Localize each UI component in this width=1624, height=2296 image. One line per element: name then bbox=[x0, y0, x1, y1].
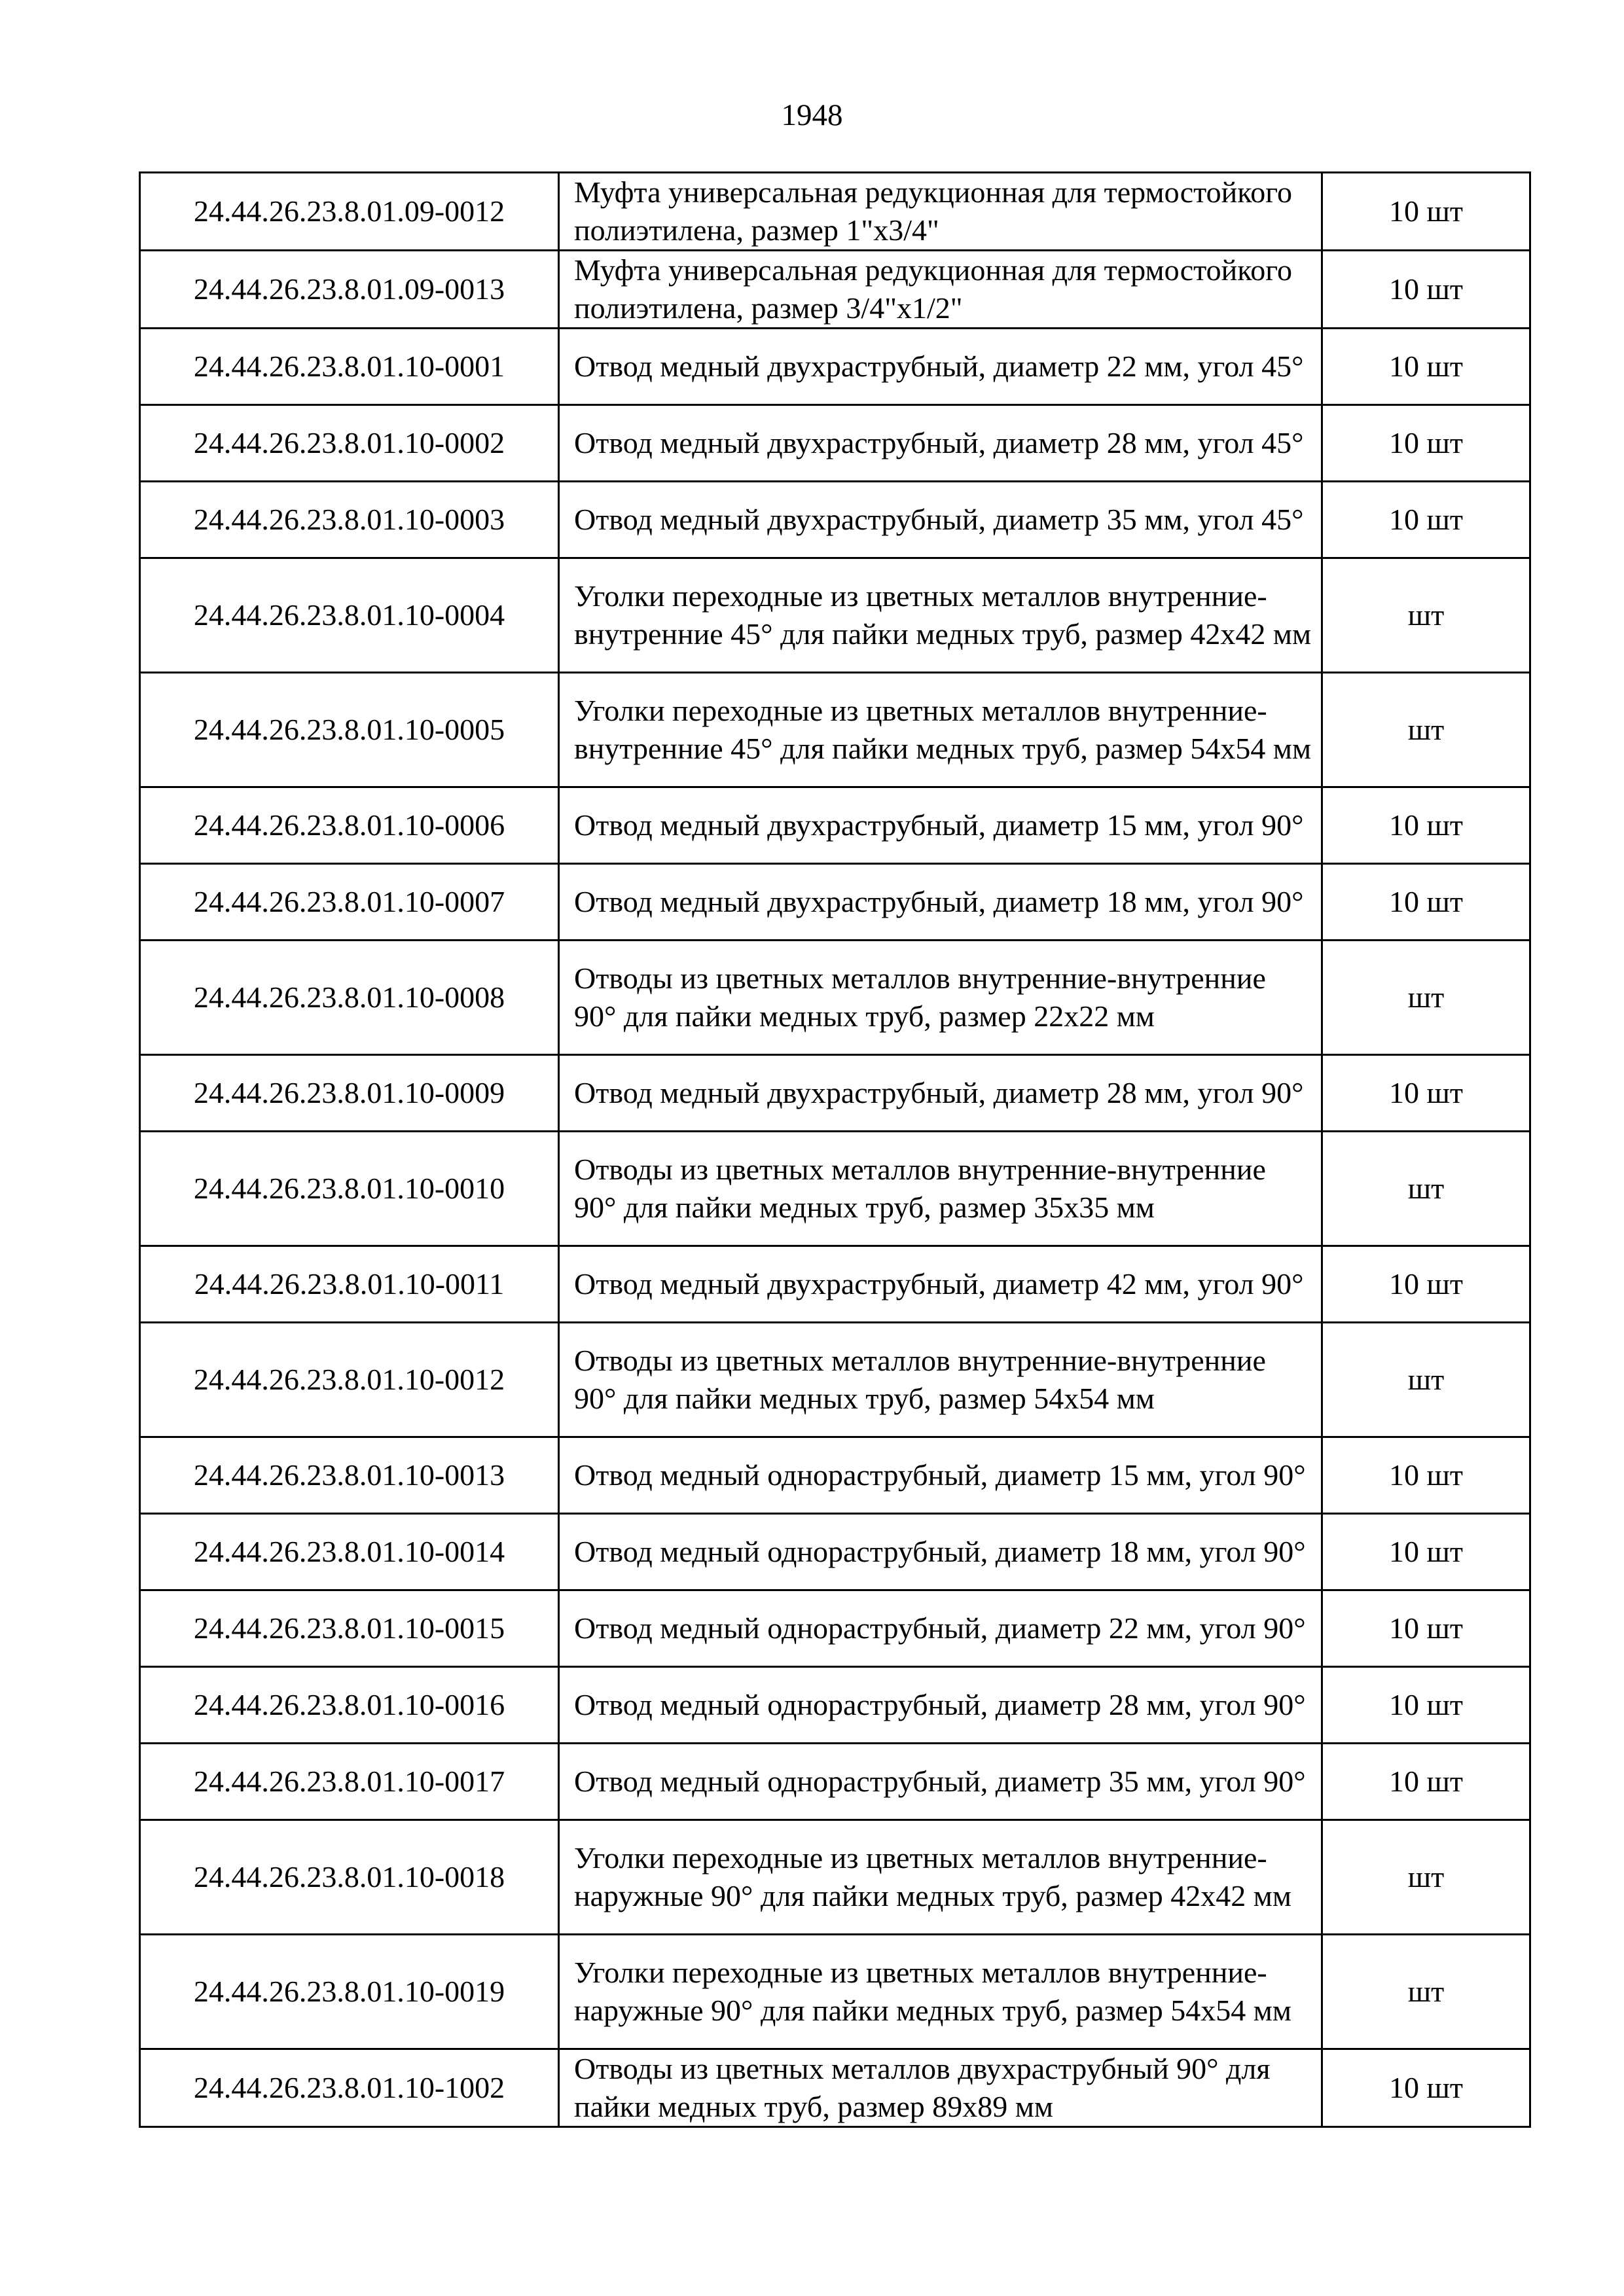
resource-code: 24.44.26.23.8.01.10-0006 bbox=[140, 787, 559, 864]
resource-unit: шт bbox=[1322, 673, 1530, 787]
resource-code: 24.44.26.23.8.01.09-0013 bbox=[140, 251, 559, 329]
resource-code: 24.44.26.23.8.01.10-0002 bbox=[140, 405, 559, 482]
resource-name: Отвод медный двухраструбный, диаметр 28 мм, угол 45° bbox=[559, 405, 1322, 482]
resource-name: Отвод медный двухраструбный, диаметр 15 мм, угол 90° bbox=[559, 787, 1322, 864]
resource-code: 24.44.26.23.8.01.10-1002 bbox=[140, 2049, 559, 2127]
resource-code: 24.44.26.23.8.01.10-0014 bbox=[140, 1514, 559, 1590]
table-row bbox=[140, 1514, 1530, 1590]
resource-name: Отвод медный однораструбный, диаметр 28 мм, угол 90° bbox=[559, 1667, 1322, 1744]
table-row bbox=[140, 405, 1530, 482]
resource-name: Уголки переходные из цветных металлов внутренние-внутренние 45° для пайки медных труб, размер 42х42 мм bbox=[559, 558, 1322, 673]
table-row bbox=[140, 329, 1530, 405]
resource-name: Уголки переходные из цветных металлов внутренние-наружные 90° для пайки медных труб, размер 54х54 мм bbox=[559, 1935, 1322, 2049]
table-row bbox=[140, 673, 1530, 787]
resource-unit: 10 шт bbox=[1322, 1055, 1530, 1132]
resource-unit: 10 шт bbox=[1322, 1437, 1530, 1514]
table-row bbox=[140, 1437, 1530, 1514]
resource-unit: 10 шт bbox=[1322, 329, 1530, 405]
resource-unit: шт bbox=[1322, 1820, 1530, 1935]
resource-name: Отводы из цветных металлов внутренние-внутренние 90° для пайки медных труб, размер 54х54 мм bbox=[559, 1323, 1322, 1437]
resource-unit: шт bbox=[1322, 1323, 1530, 1437]
resource-code: 24.44.26.23.8.01.10-0010 bbox=[140, 1132, 559, 1246]
resource-unit: 10 шт bbox=[1322, 251, 1530, 329]
table-row bbox=[140, 482, 1530, 558]
resource-unit: 10 шт bbox=[1322, 2049, 1530, 2127]
resource-name: Отвод медный однораструбный, диаметр 18 мм, угол 90° bbox=[559, 1514, 1322, 1590]
resource-name: Уголки переходные из цветных металлов внутренние-внутренние 45° для пайки медных труб, размер 54х54 мм bbox=[559, 673, 1322, 787]
resource-name: Отвод медный двухраструбный, диаметр 42 мм, угол 90° bbox=[559, 1246, 1322, 1323]
resource-code: 24.44.26.23.8.01.10-0019 bbox=[140, 1935, 559, 2049]
resource-name: Отвод медный двухраструбный, диаметр 22 мм, угол 45° bbox=[559, 329, 1322, 405]
resource-code: 24.44.26.23.8.01.10-0007 bbox=[140, 864, 559, 941]
table-row bbox=[140, 1667, 1530, 1744]
resource-unit: шт bbox=[1322, 941, 1530, 1055]
resource-name: Отводы из цветных металлов двухраструбный 90° для пайки медных труб, размер 89х89 мм bbox=[559, 2049, 1322, 2127]
resource-code: 24.44.26.23.8.01.10-0011 bbox=[140, 1246, 559, 1323]
resource-unit: 10 шт bbox=[1322, 173, 1530, 251]
resource-code: 24.44.26.23.8.01.10-0018 bbox=[140, 1820, 559, 1935]
resource-name: Отвод медный однораструбный, диаметр 22 мм, угол 90° bbox=[559, 1590, 1322, 1667]
resource-code: 24.44.26.23.8.01.09-0012 bbox=[140, 173, 559, 251]
table-row bbox=[140, 1132, 1530, 1246]
resource-code: 24.44.26.23.8.01.10-0015 bbox=[140, 1590, 559, 1667]
resource-unit: 10 шт bbox=[1322, 1590, 1530, 1667]
table-row bbox=[140, 1323, 1530, 1437]
table-row bbox=[140, 2049, 1530, 2127]
resource-unit: шт bbox=[1322, 1935, 1530, 2049]
resource-unit: шт bbox=[1322, 558, 1530, 673]
resource-name: Отвод медный двухраструбный, диаметр 18 мм, угол 90° bbox=[559, 864, 1322, 941]
resource-code: 24.44.26.23.8.01.10-0004 bbox=[140, 558, 559, 673]
resource-name: Отвод медный двухраструбный, диаметр 28 мм, угол 90° bbox=[559, 1055, 1322, 1132]
resource-unit: 10 шт bbox=[1322, 405, 1530, 482]
table-row bbox=[140, 558, 1530, 673]
table-row bbox=[140, 1055, 1530, 1132]
resource-code: 24.44.26.23.8.01.10-0001 bbox=[140, 329, 559, 405]
page-number: 1948 bbox=[781, 98, 843, 132]
resource-name: Отводы из цветных металлов внутренние-внутренние 90° для пайки медных труб, размер 35х35 мм bbox=[559, 1132, 1322, 1246]
resource-code: 24.44.26.23.8.01.10-0012 bbox=[140, 1323, 559, 1437]
table-row bbox=[140, 941, 1530, 1055]
resource-code: 24.44.26.23.8.01.10-0003 bbox=[140, 482, 559, 558]
resource-table bbox=[139, 171, 1531, 2128]
table-row bbox=[140, 1935, 1530, 2049]
resource-code: 24.44.26.23.8.01.10-0009 bbox=[140, 1055, 559, 1132]
resource-unit: 10 шт bbox=[1322, 1514, 1530, 1590]
resource-unit: 10 шт bbox=[1322, 1667, 1530, 1744]
table-row bbox=[140, 1820, 1530, 1935]
resource-name: Отвод медный двухраструбный, диаметр 35 мм, угол 45° bbox=[559, 482, 1322, 558]
resource-unit: шт bbox=[1322, 1132, 1530, 1246]
resource-code: 24.44.26.23.8.01.10-0016 bbox=[140, 1667, 559, 1744]
resource-code: 24.44.26.23.8.01.10-0017 bbox=[140, 1744, 559, 1820]
resource-code: 24.44.26.23.8.01.10-0005 bbox=[140, 673, 559, 787]
resource-name: Отвод медный однораструбный, диаметр 35 мм, угол 90° bbox=[559, 1744, 1322, 1820]
resource-unit: 10 шт bbox=[1322, 787, 1530, 864]
table-row bbox=[140, 1744, 1530, 1820]
resource-unit: 10 шт bbox=[1322, 482, 1530, 558]
table-row bbox=[140, 864, 1530, 941]
table-row bbox=[140, 173, 1530, 251]
resource-name: Отводы из цветных металлов внутренние-внутренние 90° для пайки медных труб, размер 22х22 мм bbox=[559, 941, 1322, 1055]
resource-code: 24.44.26.23.8.01.10-0008 bbox=[140, 941, 559, 1055]
resource-unit: 10 шт bbox=[1322, 1246, 1530, 1323]
resource-name: Муфта универсальная редукционная для термостойкого полиэтилена, размер 1"х3/4" bbox=[559, 173, 1322, 251]
resource-name: Отвод медный однораструбный, диаметр 15 мм, угол 90° bbox=[559, 1437, 1322, 1514]
resource-unit: 10 шт bbox=[1322, 864, 1530, 941]
table-row bbox=[140, 787, 1530, 864]
table-row bbox=[140, 251, 1530, 329]
table-row bbox=[140, 1246, 1530, 1323]
resource-name: Уголки переходные из цветных металлов внутренние-наружные 90° для пайки медных труб, размер 42х42 мм bbox=[559, 1820, 1322, 1935]
resource-name: Муфта универсальная редукционная для термостойкого полиэтилена, размер 3/4"х1/2" bbox=[559, 251, 1322, 329]
table-row bbox=[140, 1590, 1530, 1667]
resource-code: 24.44.26.23.8.01.10-0013 bbox=[140, 1437, 559, 1514]
resource-unit: 10 шт bbox=[1322, 1744, 1530, 1820]
